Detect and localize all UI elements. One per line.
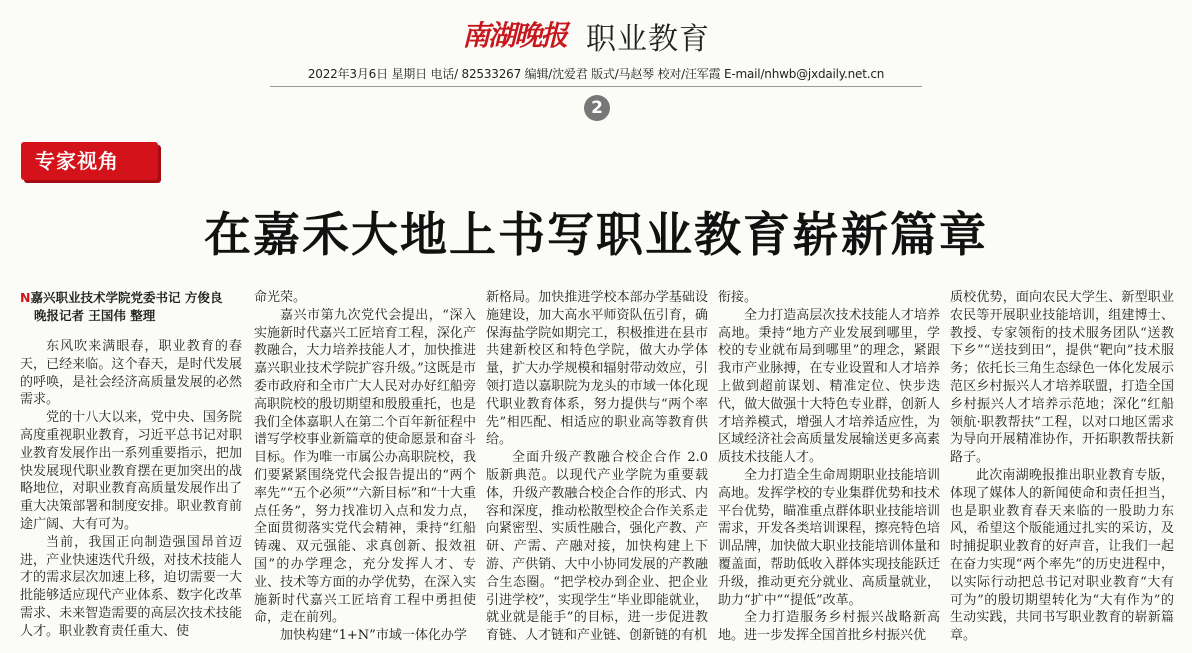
paragraph: 命光荣。 <box>254 290 307 305</box>
paragraph: 新格局。加快推进学校本部办学基础设施建设，加大高水平师资队伍引育，确保海盐学院如期完工，积极推进在县市共建新校区和特色学院，做大办学体量，扩大办学规模和辐射带动效应，引领打造以嘉职院为龙头的市域一体化现代职业教育体系，努力提供与“两个率先”相匹配、相适应的职业高等教育供给。 <box>486 290 708 448</box>
divider-rule <box>270 86 922 87</box>
paragraph: 嘉兴市第九次党代会提出，“深入实施新时代嘉兴工匠培育工程，深化产教融合，大力培养技能人才，加快推进嘉兴职业技术学院扩容升级。”这既是市委市政府和全市广大人民对办好红船旁高职院校的殷切期望和殷殷重托，也是我们全体嘉职人在第二个百年新征程中谱写学校事业新篇章的使命愿景和奋斗目标。作为唯一市属公办高职院校，我们要紧紧围绕党代会报告提出的“两个率先”“五个必须”“六新目标”和“十大重点任务”，努力找准切入点和发力点，全面贯彻落实党代会精神，秉持“红船铸魂、双元强能、求真创新、报效祖国”的办学理念，充分发挥人才、专业、技术等方面的办学优势，在深入实施新时代嘉兴工匠培育工程中勇担使命，走在前列。 <box>254 307 476 626</box>
paragraph: 质校优势，面向农民大学生、新型职业农民等开展职业技能培训，组建博士、教授、专家领衔的技术服务团队“送教下乡”“送技到田”，提供“靶向”技术服务；依托长三角生态绿色一体化发展示范区乡村振兴人才培养联盟，打造全国乡村振兴人才培养示范地；深化“红船领航·职教帮扶”工程，以对口地区需求为导向开展精准协作，开拓职教帮扶新路子。 <box>950 290 1174 466</box>
byline-author: 嘉兴职业技术学院党委书记 方俊良 <box>30 290 223 305</box>
byline-reporter: 晚报记者 王国伟 整理 <box>34 308 156 323</box>
paragraph: 全面升级产教融合校企合作 2.0 版新典范。以现代产业学院为重要载体，升级产教融合校企合作的形式、内容和深度，推动松散型校企合作关系走向紧密型、实质性融合，强化产教、产研、产需、产融对接，加快构建上下游、产供销、大中小协同发展的产教融合生态圈。“把学校办到企业、把企业引进学校”，实现学生“毕业即能就业，就业就是能手”的目标，进一步促进教育链、人才链和产业链、创新链的有机 <box>486 450 708 644</box>
article-column-3 <box>486 289 708 651</box>
article-headline: 在嘉禾大地上书写职业教育崭新篇章 <box>204 208 988 263</box>
paragraph: 此次南湖晚报推出职业教育专版，体现了媒体人的新闻使命和责任担当，也是职业教育春天来临的一股助力东风，希望这个版能通过扎实的采访，及时捕捉职业教育的好声音，让我们一起在奋力实现“两个率先”的历史进程中，以实际行动把总书记对职业教育“大有可为”的殷切期望转化为“大有作为”的生动实践，共同书写职业教育的崭新篇章。 <box>950 467 1174 644</box>
article-column-2 <box>254 289 476 651</box>
paragraph: 当前，我国正向制造强国昂首迈进，产业快速迭代升级，对技术技能人才的需求层次加速上移，迫切需要一大批能够适应现代产业体系、数字化改革需求、未来智造需要的高层次技术技能人才。职业教育责任重大、使 <box>20 534 242 639</box>
section-title: 职业教育 <box>586 22 710 57</box>
byline-marker: N <box>20 290 31 305</box>
paragraph: 全力打造服务乡村振兴战略新高地。进一步发挥全国首批乡村振兴优 <box>718 610 940 644</box>
paragraph: 衔接。 <box>718 290 758 305</box>
page-number-badge: 2 <box>584 95 610 121</box>
edition-info-line: 2022年3月6日 星期日 电话/ 82533267 编辑/沈爱君 版式/马赵琴 校对/汪军霞 E-mail/nhwb@jxdaily.net.cn <box>307 67 885 81</box>
paragraph: 加快构建“1+N”市域一体化办学 <box>280 628 467 644</box>
column-tag <box>21 142 158 180</box>
article-column-4 <box>718 289 940 651</box>
newspaper-logo: 南湖晚报 <box>462 19 567 52</box>
article-column-1 <box>20 289 242 651</box>
paragraph: 全力打造全生命周期职业技能培训高地。发挥学校的专业集群优势和技术平台优势，瞄准重点群体职业技能培训需求，开发各类培训课程，擦亮特色培训品牌，加快做大职业技能培训体量和覆盖面，帮助低收入群体实现技能跃迁升级，推动更充分就业、高质量就业，助力“扩中”“提低”改革。 <box>718 467 940 608</box>
paragraph: 党的十八大以来，党中央、国务院高度重视职业教育，习近平总书记对职业教育发展作出一系列重要指示，把加快发展现代职业教育摆在更加突出的战略地位，对职业教育高质量发展作出了重大决策部署和制度安排。职业教育前途广阔、大有可为。 <box>20 410 242 532</box>
masthead <box>0 8 1192 66</box>
paragraph: 全力打造高层次技术技能人才培养高地。秉持“地方产业发展到哪里，学校的专业就布局到哪里”的理念，紧跟我市产业脉搏，在专业设置和人才培养上做到超前谋划、精准定位、快步迭代，做大做强十大特色专业群，创新人才培养模式，增强人才培养适应性，为区域经济社会高质量发展输送更多高素质技术技能人才。 <box>718 307 940 466</box>
article-column-5 <box>950 289 1174 651</box>
column-tag-label: 专家视角 <box>35 149 119 173</box>
byline <box>20 289 242 325</box>
paragraph: 东风吹来满眼春，职业教育的春天，已经来临。这个春天，是时代发展的呼唤，是社会经济高质量发展的必然需求。 <box>20 339 242 408</box>
